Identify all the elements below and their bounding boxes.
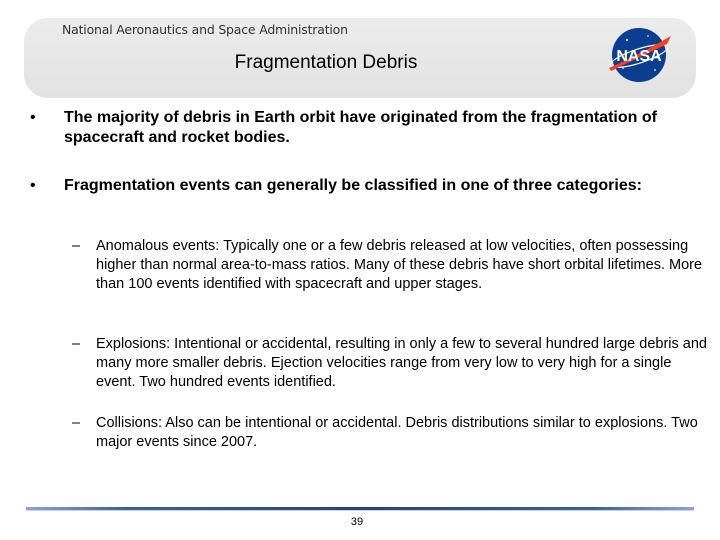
bullet-text: Fragmentation events can generally be classified in one of three categories: (64, 177, 642, 194)
subbullet-text: Explosions: Intentional or accidental, resulting in only a few to several hundred large debris and many more smaller debris. Ejection velocities range from very low to very high for a single event. Two hundred events identified. (96, 336, 707, 390)
dash-marker: – (72, 415, 81, 431)
slide-title: Fragmentation Debris (234, 52, 418, 73)
nasa-logo (603, 24, 675, 86)
subbullet-item (72, 237, 708, 294)
dash-marker: – (72, 238, 81, 254)
footer-divider (26, 507, 694, 511)
bullet-item (30, 176, 642, 196)
subbullet-text: Collisions: Also can be intentional or accidental. Debris distributions similar to explosions. Two major events since 2007. (96, 415, 698, 450)
subbullet-item (72, 335, 708, 392)
subbullet-text: Anomalous events: Typically one or a few debris released at low velocities, often possessing higher than normal area-to-mass ratios. Many of these debris have short orbital lifetimes. More than 100 events identified with spacecraft and upper stages. (96, 238, 703, 292)
svg-text:NASA: NASA (616, 48, 662, 65)
subbullet-item (72, 414, 708, 452)
bullet-text: The majority of debris in Earth orbit have originated from the fragmentation of spacecraft and rocket bodies. (64, 109, 657, 146)
agency-name: National Aeronautics and Space Administration (62, 22, 348, 37)
bullet-marker: • (30, 177, 36, 194)
bullet-item (30, 108, 670, 148)
page-number: 39 (350, 516, 364, 528)
dash-marker: – (72, 336, 81, 352)
bullet-marker: • (30, 109, 36, 126)
